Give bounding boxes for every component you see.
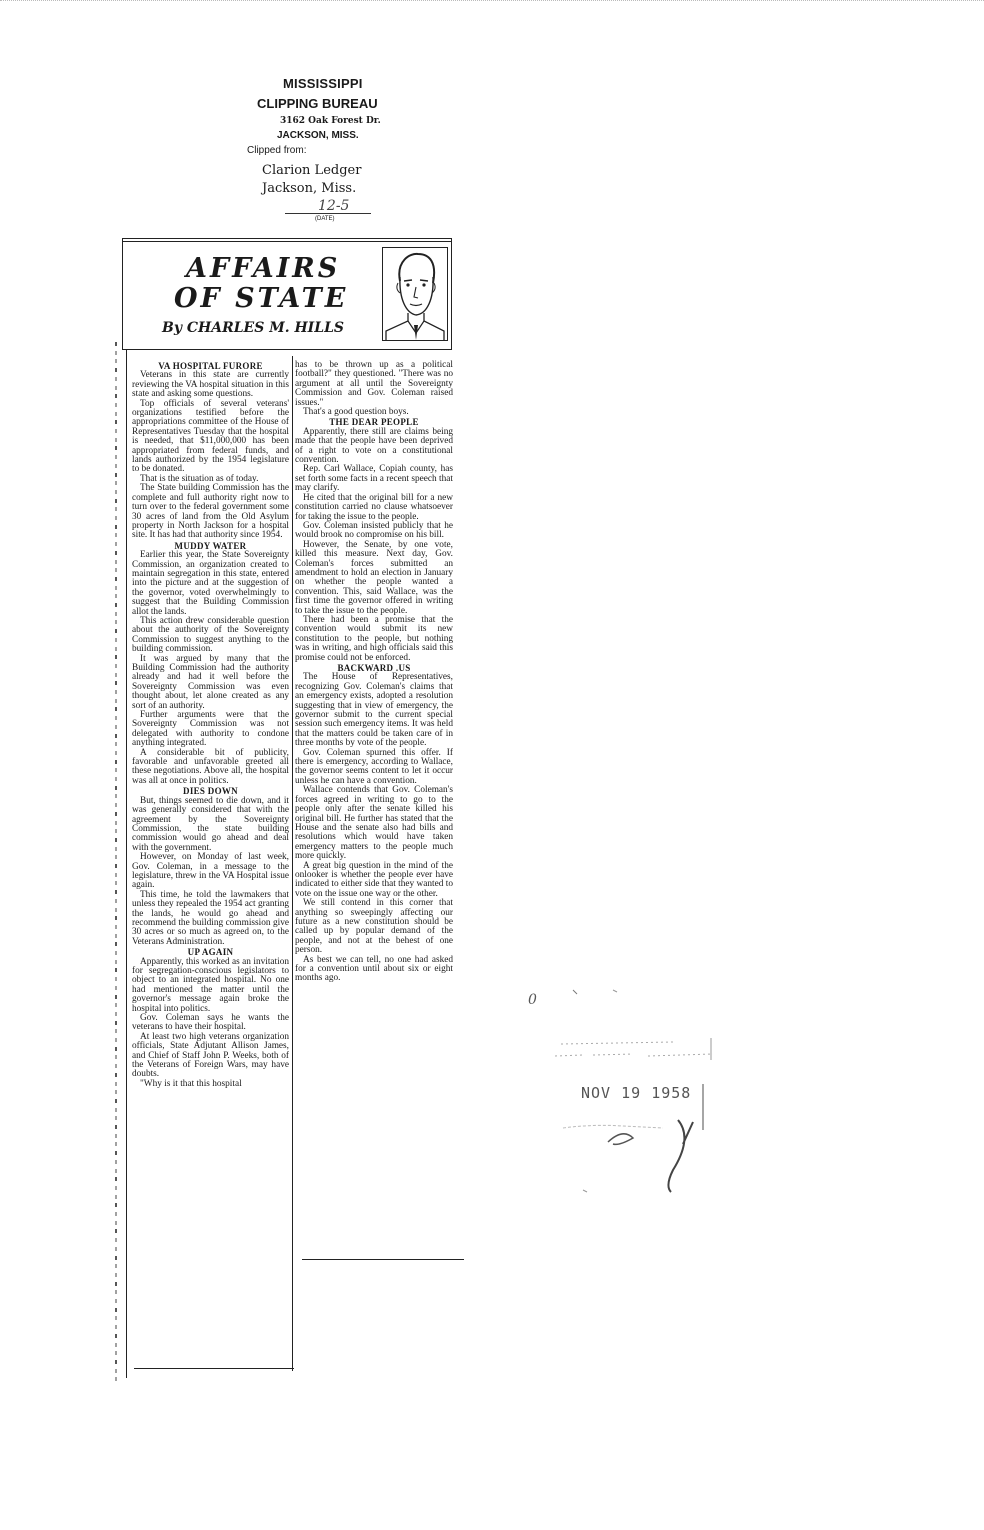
margin-mark <box>115 838 117 842</box>
margin-mark <box>115 1038 117 1042</box>
bureau-state: MISSISSIPPI <box>283 76 363 91</box>
margin-mark <box>115 516 117 520</box>
header-bottom-rule <box>122 349 452 350</box>
margin-mark <box>115 1021 117 1025</box>
margin-mark <box>115 1377 117 1381</box>
margin-mark <box>115 916 117 920</box>
article-paragraph: Earlier this year, the State Sovereignty Commission, an organization created to maintain segregation in this state, entered into the picture and at the suggestion of the governor, voted overwhelmingly to suggest that the Building Commission allot the lands. <box>132 550 289 617</box>
margin-mark <box>115 351 117 355</box>
article-column-2 <box>295 361 453 984</box>
margin-mark <box>115 873 117 877</box>
margin-mark <box>115 455 117 459</box>
margin-mark <box>115 568 117 572</box>
margin-mark <box>115 1003 117 1007</box>
article-paragraph: The House of Representatives, recognizing Gov. Coleman's claims that an emergency exists, adopted a resolution suggesting that in view of emergency, the governor submit to the current special session such emergency items. It was held that the matters could be taken care of in three months by vote of the people. <box>295 672 453 749</box>
margin-mark <box>115 942 117 946</box>
margin-mark <box>115 560 117 564</box>
margin-mark <box>115 638 117 642</box>
column-title-line1: AFFAIRS <box>186 253 341 284</box>
margin-mark <box>115 1203 117 1207</box>
article-paragraph: Apparently, there still are claims being made that the people have been deprived of a right to vote on a constitutional convention. <box>295 426 453 466</box>
article-paragraph: "Why is it that this hospital <box>140 1078 242 1089</box>
margin-mark <box>115 768 117 772</box>
margin-mark <box>115 507 117 511</box>
column-header <box>122 241 452 348</box>
margin-mark <box>115 1142 117 1146</box>
margin-mark <box>115 594 117 598</box>
margin-mark <box>115 968 117 972</box>
article-paragraph: This action drew considerable question about the authority of the Sovereignty Commission to suggest anything to the building commission. <box>132 615 289 655</box>
margin-mark <box>115 1282 117 1286</box>
column-title-line2: OF STATE <box>174 283 349 314</box>
margin-mark <box>115 1247 117 1251</box>
margin-mark <box>115 847 117 851</box>
date-line <box>285 213 371 214</box>
margin-mark <box>115 1055 117 1059</box>
article-paragraph: We still contend in this corner that anything so sweepingly affecting our future as a new constitution should be called up by popular demand of the people, and not at the behest of one person. <box>295 898 453 956</box>
margin-mark <box>115 342 117 346</box>
margin-mark <box>115 412 117 416</box>
article-paragraph: Further arguments were that the Sovereignty Commission was not delegated with authority to condone anything integrated. <box>132 710 289 749</box>
margin-mark <box>115 803 117 807</box>
margin-mark <box>115 1186 117 1190</box>
svg-text:0: 0 <box>528 992 537 1008</box>
article-paragraph: A considerable bit of publicity, favorable and unfavorable greeted all these negotiations. Above all, the hospital was all at once in politics. <box>132 747 289 786</box>
margin-mark <box>115 629 117 633</box>
margin-mark <box>115 925 117 929</box>
margin-mark <box>115 707 117 711</box>
article-paragraph: That's a good question boys. <box>303 407 409 418</box>
margin-mark <box>115 1334 117 1338</box>
col1-end-rule <box>134 1368 294 1369</box>
margin-mark <box>115 359 117 363</box>
section-heading: THE DEAR PEOPLE <box>329 417 419 428</box>
article-paragraph: A great big question in the mind of the onlooker is whether the people ever have indicated to either side that they wanted to vote on the issue one way or the other. <box>295 860 453 899</box>
margin-mark <box>115 951 117 955</box>
margin-mark <box>115 699 117 703</box>
top-border <box>0 0 984 5</box>
article-paragraph: At least two high veterans organization officials, State Adjutant Allison James, and Chief of Staff John P. Weeks, both of the Veterans of Foreign Wars, may have doubts. <box>132 1031 289 1080</box>
margin-mark <box>115 881 117 885</box>
author-portrait <box>382 247 448 341</box>
margin-mark <box>115 760 117 764</box>
margin-mark <box>115 429 117 433</box>
section-heading: DIES DOWN <box>183 786 238 797</box>
margin-mark <box>115 1299 117 1303</box>
margin-mark <box>115 1351 117 1355</box>
received-date: NOV 19 1958 <box>581 1084 692 1102</box>
margin-mark <box>115 368 117 372</box>
margin-mark <box>115 908 117 912</box>
margin-mark <box>115 1177 117 1181</box>
margin-mark <box>115 794 117 798</box>
col2-end-rule <box>302 1259 464 1260</box>
margin-mark <box>115 525 117 529</box>
article-paragraph: However, the Senate, by one vote, killed this measure. Next day, Gov. Coleman's forces submitted an amendment to hold an election in January on whether the people wanted a convention. This, said Wallace, was the first time the governor offered in writing to take the issue to the people. <box>295 539 453 616</box>
margin-mark <box>115 1369 117 1373</box>
margin-mark <box>115 1029 117 1033</box>
margin-mark <box>115 647 117 651</box>
margin-mark <box>115 1073 117 1077</box>
article-paragraph: The State building Commission has the complete and full authority right now to turn over to the federal government some 30 acres of land from the Old Asylum property in North Jackson for a hospital site. It has had that authority since 1954. <box>132 483 289 541</box>
margin-mark <box>115 977 117 981</box>
margin-mark <box>115 586 117 590</box>
margin-mark <box>115 620 117 624</box>
received-stamp <box>528 992 723 1220</box>
margin-mark <box>115 986 117 990</box>
margin-mark <box>115 1343 117 1347</box>
article-paragraph: Gov. Coleman spurned this offer. If there is emergency, according to Wallace, the governor seems content to let it occur unless he can have a convention. <box>295 747 453 786</box>
margin-mark <box>115 1195 117 1199</box>
margin-mark <box>115 420 117 424</box>
margin-mark <box>115 612 117 616</box>
margin-mark <box>115 673 117 677</box>
margin-mark <box>115 1212 117 1216</box>
margin-mark <box>115 734 117 738</box>
margin-mark <box>115 829 117 833</box>
article-paragraph: It was argued by many that the Building Commission had the authority already and had it well before the Sovereignty Commission was even thought about, let alone created as any sort of an authority. <box>132 653 289 711</box>
margin-mark <box>115 438 117 442</box>
margin-mark <box>115 1012 117 1016</box>
article-paragraph: There had been a promise that the convention would submit its new constitution to the people, but nothing was in writing, and high officials said this promise could not be enforced. <box>295 614 453 663</box>
margin-mark <box>115 551 117 555</box>
margin-mark <box>115 403 117 407</box>
stamp-marks <box>528 992 723 1220</box>
date-label: (DATE) <box>315 216 335 222</box>
newspaper-name: Clarion Ledger <box>262 163 362 178</box>
margin-mark <box>115 742 117 746</box>
margin-mark <box>115 603 117 607</box>
article-paragraph: He cited that the original bill for a new constitution carried no clause whatsoever for taking the issue to the people. <box>295 492 453 522</box>
bureau-city: JACKSON, MISS. <box>277 130 359 141</box>
margin-mark <box>115 1116 117 1120</box>
section-heading: MUDDY WATER <box>174 540 247 551</box>
column-left-rule <box>126 350 127 1378</box>
margin-mark <box>115 499 117 503</box>
margin-mark <box>115 446 117 450</box>
article-paragraph: However, on Monday of last week, Gov. Coleman, in a message to the legislature, threw in the VA Hospital issue again. <box>132 852 289 891</box>
margin-mark <box>115 751 117 755</box>
article-paragraph: Apparently, this worked as an invitation for segregation-conscious legislators to object to an integrated hospital. No one had mentioned the matter until the governor's message again broke the hospital into politics. <box>132 956 289 1014</box>
article-paragraph: Veterans in this state are currently reviewing the VA hospital situation in this state and asking some questions. <box>132 370 289 400</box>
margin-mark <box>115 1082 117 1086</box>
article-paragraph: Wallace contends that Gov. Coleman's forces agreed in writing to go to the people only after the senate killed his original bill. He further has stated that the House and the senate also had bills and resolutions which would have taken emergency matters to the people much more quickly. <box>295 785 453 862</box>
byline: By CHARLES M. HILLS <box>162 320 345 336</box>
margin-mark <box>115 1090 117 1094</box>
margin-mark <box>115 1108 117 1112</box>
article-column-1 <box>132 361 289 1089</box>
margin-mark <box>115 855 117 859</box>
article-paragraph: Rep. Carl Wallace, Copiah county, has set forth some facts in a recent speech that may clarify. <box>295 464 453 494</box>
margin-mark <box>115 542 117 546</box>
margin-mark <box>115 821 117 825</box>
margin-mark <box>115 899 117 903</box>
margin-mark <box>115 1221 117 1225</box>
margin-mark <box>115 1238 117 1242</box>
margin-mark <box>115 812 117 816</box>
margin-mark <box>115 1229 117 1233</box>
margin-mark <box>115 1316 117 1320</box>
margin-mark <box>115 864 117 868</box>
handwritten-date: 12-5 <box>318 198 350 214</box>
header-top-rule <box>122 238 452 239</box>
margin-mark <box>115 533 117 537</box>
margin-mark <box>115 690 117 694</box>
margin-mark <box>115 777 117 781</box>
margin-mark <box>115 1264 117 1268</box>
article-paragraph: Gov. Coleman insisted publicly that he would brook no compromise on his bill. <box>295 520 453 541</box>
margin-mark <box>115 1273 117 1277</box>
bureau-address: 3162 Oak Forest Dr. <box>280 116 381 126</box>
margin-mark <box>115 1308 117 1312</box>
margin-mark <box>115 394 117 398</box>
margin-mark <box>115 681 117 685</box>
margin-mark <box>115 960 117 964</box>
margin-mark <box>115 1125 117 1129</box>
margin-mark <box>115 1160 117 1164</box>
margin-mark <box>115 655 117 659</box>
margin-mark <box>115 1325 117 1329</box>
margin-mark <box>115 1256 117 1260</box>
section-heading: UP AGAIN <box>187 947 234 958</box>
margin-mark <box>115 725 117 729</box>
margin-mark <box>115 1360 117 1364</box>
article-paragraph: But, things seemed to die down, and it was generally considered that with the agreement by the Sovereignty Commission, the state building commission would go ahead and deal with the government. <box>132 795 289 853</box>
article-paragraph: Gov. Coleman says he wants the veterans to have their hospital. <box>132 1013 289 1033</box>
margin-mark <box>115 481 117 485</box>
margin-mark <box>115 473 117 477</box>
margin-mark <box>115 1099 117 1103</box>
margin-mark <box>115 1290 117 1294</box>
newspaper-place: Jackson, Miss. <box>262 181 357 196</box>
section-heading: VA HOSPITAL FURORE <box>158 361 263 371</box>
margin-mark <box>115 786 117 790</box>
bureau-name: CLIPPING BUREAU <box>257 96 378 111</box>
margin-mark <box>115 377 117 381</box>
clipped-from-label: Clipped from: <box>247 145 307 156</box>
margin-mark <box>115 1064 117 1068</box>
article-paragraph: This time, he told the lawmakers that unless they repealed the 1954 act granting the lands, he would go ahead and recommend the building commission give 30 acres or so much as agreed on, to the Veterans Administration. <box>132 889 289 947</box>
margin-mark <box>115 1047 117 1051</box>
margin-mark <box>115 934 117 938</box>
margin-mark <box>115 490 117 494</box>
margin-mark <box>115 1134 117 1138</box>
margin-mark <box>115 1151 117 1155</box>
margin-marks <box>115 342 121 1382</box>
section-heading: BACKWARD .US <box>337 663 411 673</box>
margin-mark <box>115 577 117 581</box>
article-paragraph: has to be thrown up as a political football?" they questioned. "There was no argument at all until the Sovereignty Commission and Gov. Coleman raised issues." <box>295 360 453 408</box>
margin-mark <box>115 664 117 668</box>
margin-mark <box>115 890 117 894</box>
margin-mark <box>115 995 117 999</box>
article-paragraph: As best we can tell, no one had asked for a convention until about six or eight months ago. <box>295 954 453 984</box>
article-paragraph: That is the situation as of today. <box>140 473 259 484</box>
margin-mark <box>115 1169 117 1173</box>
newspaper-source <box>262 162 361 198</box>
margin-mark <box>115 464 117 468</box>
column-divider-rule <box>292 356 293 1371</box>
article-paragraph: Top officials of several veterans' organizations testified before the appropriations committee of the House of Representatives Tuesday that the hospital is needed, that $11,000,000 has been appropriated from federal funds, and lands authorized by the 1954 legislature to be donated. <box>132 398 289 475</box>
margin-mark <box>115 386 117 390</box>
margin-mark <box>115 716 117 720</box>
